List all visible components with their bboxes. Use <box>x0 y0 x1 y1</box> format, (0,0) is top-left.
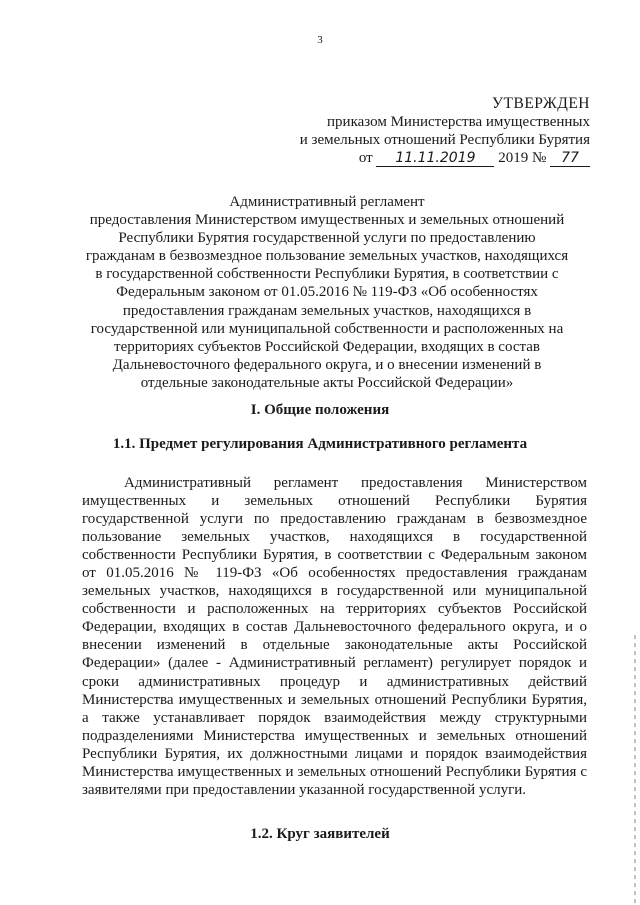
approval-line-2: и земельных отношений Республики Бурятия <box>299 132 590 148</box>
approved-label: УТВЕРЖДЕН <box>492 95 590 112</box>
document-title <box>82 193 572 392</box>
page-number: 3 <box>317 34 323 46</box>
approval-line-1: приказом Министерства имущественных <box>327 114 590 130</box>
number-sign: № <box>531 150 547 166</box>
scan-edge-artifact <box>634 635 636 905</box>
section-heading-subject: 1.1. Предмет регулирования Административного регламента <box>112 436 528 452</box>
section-heading-applicants: 1.2. Круг заявителей <box>250 826 390 842</box>
approval-date-line <box>300 149 590 167</box>
section-heading-general: I. Общие положения <box>250 402 390 418</box>
title-line: Административный регламент <box>229 194 425 210</box>
handwritten-date: 11.11.2019 <box>376 150 494 167</box>
title-subtitle: предоставления Министерством имущественных и земельных отношений Республики Бурятия государственной услуги по предоставлению гражданам в безвозмездное пользование земельных участков, находящихся в государственной собственности Республики Бурятия, в соответствии с Федеральным законом от 01.05.2016 № 119-ФЗ «Об особенностях предоставления гражданам земельных участков, находящихся в государственной или муниципальной собственности и расположенных на территориях субъектов Российской Федерации, входящих в состав Дальневосточного федерального округа, и о внесении изменений в отдельные законодательные акты Российской Федерации» <box>85 212 569 391</box>
date-year: 2019 <box>498 150 529 166</box>
date-prefix: от <box>358 150 373 166</box>
body-text <box>82 474 587 799</box>
approval-stamp <box>300 95 590 167</box>
paragraph-1: Административный регламент предоставления Министерством имущественных и земельных отношений Республики Бурятия государственной услуги по предоставлению гражданам в безвозмездное пользование земельных участков, находящихся в государственной собственности Республики Бурятия, в соответствии с Федеральным законом от 01.05.2016 № 119-ФЗ «Об особенностях предоставления гражданам земельных участков, находящихся в государственной или муниципальной собственности и расположенных на территориях субъектов Российской Федерации, входящих в состав Дальневосточного федерального округа, и о внесении изменений в отдельные законодательные акты Российской Федерации» (далее - Административный регламент) регулирует порядок и сроки административных процедур и административных действий Министерства имущественных и земельных отношений Республики Бурятия, а также устанавливает порядок взаимодействия между структурными подразделениями Министерства имущественных и земельных отношений Республики Бурятия, их должностными лицами и порядок взаимодействия Министерства имущественных и земельных отношений Республики Бурятия с заявителями при предоставлении указанной государственной услуги. <box>82 475 587 798</box>
handwritten-number: 77 <box>550 150 590 167</box>
